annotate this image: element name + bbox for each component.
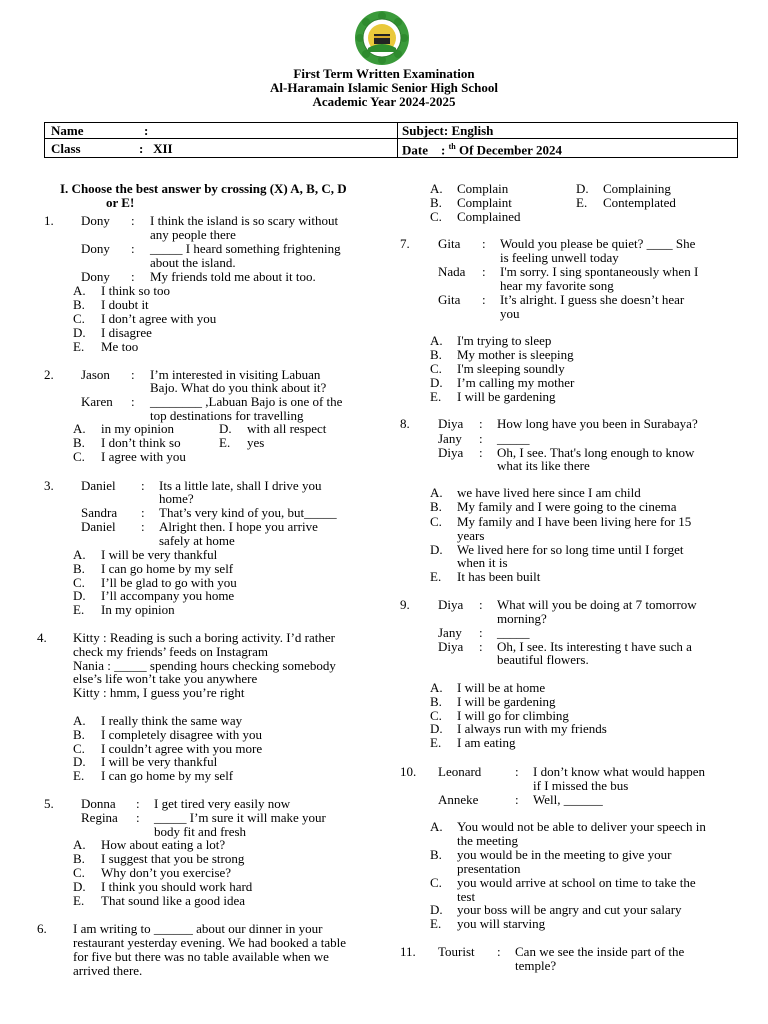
option-letter[interactable]: B. [430, 195, 442, 210]
dialogue-line: I get tired very easily now [154, 796, 291, 811]
option-text[interactable]: you would arrive at school on time to take the [457, 875, 696, 890]
dialogue-line: I think the island is so scary without [150, 213, 339, 228]
option-letter[interactable]: D. [430, 375, 443, 390]
option-letter[interactable]: C. [73, 311, 85, 326]
option-text[interactable]: Contemplated [603, 195, 676, 210]
question-number: 4. [37, 630, 47, 645]
option-letter[interactable]: A. [73, 713, 86, 728]
speaker: Donna [81, 796, 116, 811]
option-letter[interactable]: B. [73, 561, 85, 576]
dialogue-line: My friends told me about it too. [150, 269, 316, 284]
option-text[interactable]: How about eating a lot? [101, 837, 226, 852]
option-text[interactable]: I suggest that you be strong [101, 851, 245, 866]
option-text[interactable]: I always run with my friends [457, 721, 607, 736]
speaker: Jason [81, 367, 110, 382]
colon: : [136, 810, 140, 825]
dialogue-line: ________ ,Labuan Bajo is one of the [150, 394, 343, 409]
colon: : [131, 241, 135, 256]
option-text[interactable]: I completely disagree with you [101, 727, 263, 742]
option-text[interactable]: I’m calling my mother [457, 375, 575, 390]
option-letter[interactable]: A. [430, 819, 443, 834]
colon: : [131, 213, 135, 228]
option-text[interactable]: Me too [101, 339, 139, 354]
speaker: Gita [438, 236, 461, 251]
option-letter[interactable]: D. [73, 879, 86, 894]
option-letter[interactable]: E. [430, 569, 442, 584]
colon: : [479, 597, 483, 612]
option-letter[interactable]: E. [430, 735, 442, 750]
option-letter[interactable]: D. [73, 754, 86, 769]
dialogue-line: I’m interested in visiting Labuan [150, 367, 321, 382]
option-letter[interactable]: E. [73, 893, 85, 908]
option-letter[interactable]: C. [430, 708, 442, 723]
option-letter[interactable]: A. [73, 547, 86, 562]
option-text[interactable]: I doubt it [101, 297, 149, 312]
option-letter[interactable]: B. [73, 297, 85, 312]
colon: : [479, 639, 483, 654]
option-text[interactable]: Complaining [603, 181, 671, 196]
option-text[interactable]: Complaint [457, 195, 512, 210]
option-text[interactable]: I agree with you [101, 449, 186, 464]
question-number: 6. [37, 921, 47, 936]
option-text-cont[interactable]: the meeting [457, 833, 519, 848]
speaker: Daniel [81, 478, 116, 493]
dialogue-line: Kitty : Reading is such a boring activity. I’d rather [73, 630, 335, 645]
option-text[interactable]: I am eating [457, 735, 516, 750]
speaker: Regina [81, 810, 118, 825]
colon: : [515, 792, 519, 807]
option-text[interactable]: I disagree [101, 325, 152, 340]
option-text[interactable]: we have lived here since I am child [457, 485, 641, 500]
dialogue-line: about the island. [150, 255, 236, 270]
question-number: 3. [44, 478, 54, 493]
colon: : [131, 367, 135, 382]
option-text[interactable]: your boss will be angry and cut your salary [457, 902, 682, 917]
option-letter[interactable]: C. [430, 361, 442, 376]
question-number: 5. [44, 796, 54, 811]
colon: : [482, 264, 486, 279]
dialogue-line: How long have you been in Surabaya? [497, 416, 698, 431]
option-text[interactable]: I will be gardening [457, 389, 556, 404]
school-name: Al-Haramain Islamic Senior High School [270, 80, 498, 95]
option-text[interactable]: I'm trying to sleep [457, 333, 552, 348]
dialogue-line: hear my favorite song [500, 278, 614, 293]
speaker: Sandra [81, 505, 118, 520]
option-letter[interactable]: A. [430, 181, 443, 196]
speaker: Anneke [438, 792, 479, 807]
option-text-cont[interactable]: test [457, 889, 476, 904]
dialogue-line: That’s very kind of you, but_____ [159, 505, 337, 520]
colon: : [141, 519, 145, 534]
option-letter[interactable]: A. [430, 485, 443, 500]
colon: : [141, 505, 145, 520]
speaker: Diya [438, 639, 464, 654]
option-text[interactable]: I think so too [101, 283, 170, 298]
option-letter[interactable]: D. [430, 542, 443, 557]
speaker: Dony [81, 269, 110, 284]
date-colon: : [441, 142, 449, 158]
option-letter[interactable]: E. [73, 768, 85, 783]
date-sup: th [448, 142, 456, 151]
question-text: restaurant yesterday evening. We had booked a table [73, 935, 347, 950]
question-number: 7. [400, 236, 410, 251]
option-text[interactable]: We lived here for so long time until I forget [457, 542, 684, 557]
option-letter[interactable]: E. [73, 339, 85, 354]
name-label: Name [51, 123, 84, 138]
option-text-cont[interactable]: years [457, 528, 485, 543]
option-text[interactable]: I will be very thankful [101, 754, 218, 769]
option-text[interactable]: I’ll be glad to go with you [101, 575, 237, 590]
option-text[interactable]: I will be at home [457, 680, 546, 695]
dialogue-line: Oh, I see. That's long enough to know [497, 445, 695, 460]
section-heading: I. Choose the best answer by crossing (X) A, B, C, D [60, 181, 347, 196]
option-letter[interactable]: A. [430, 680, 443, 695]
option-letter[interactable]: B. [430, 499, 442, 514]
option-letter[interactable]: E. [430, 389, 442, 404]
option-text[interactable]: My mother is sleeping [457, 347, 574, 362]
option-letter[interactable]: D. [430, 721, 443, 736]
colon: : [497, 944, 501, 959]
school-logo [354, 10, 410, 66]
speaker: Jany [438, 625, 462, 640]
speaker: Jany [438, 431, 462, 446]
option-letter[interactable]: D. [219, 421, 232, 436]
colon: : [482, 292, 486, 307]
dialogue-line: What will you be doing at 7 tomorrow [497, 597, 697, 612]
speaker: Leonard [438, 764, 482, 779]
class-cell [45, 139, 398, 158]
dialogue-line: beautiful flowers. [497, 652, 589, 667]
option-text[interactable]: I can go home by my self [101, 561, 234, 576]
option-letter[interactable]: C. [430, 875, 442, 890]
option-text[interactable]: I don’t agree with you [101, 311, 217, 326]
option-letter[interactable]: A. [430, 333, 443, 348]
dialogue-line: Bajo. What do you think about it? [150, 380, 327, 395]
subject-label: Subject: English [402, 123, 494, 138]
student-info-table [44, 122, 738, 158]
speaker: Diya [438, 416, 464, 431]
dialogue-line: Would you please be quiet? ____ She [500, 236, 696, 251]
colon: : [131, 269, 135, 284]
speaker: Diya [438, 597, 464, 612]
speaker: Dony [81, 213, 110, 228]
speaker: Daniel [81, 519, 116, 534]
option-letter[interactable]: C. [73, 449, 85, 464]
name-cell[interactable] [45, 123, 398, 139]
option-letter[interactable]: D. [576, 181, 589, 196]
dialogue-line: _____ I’m sure it will make your [154, 810, 326, 825]
option-letter[interactable]: C. [73, 865, 85, 880]
dialogue-line: Its a little late, shall I drive you [159, 478, 322, 493]
dialogue-line: morning? [497, 611, 547, 626]
colon: : [131, 394, 135, 409]
dialogue-line: _____ I heard something frightening [150, 241, 341, 256]
colon: : [141, 478, 145, 493]
question-number: 11. [400, 944, 416, 959]
date-cell[interactable] [398, 139, 738, 158]
speaker: Karen [81, 394, 113, 409]
option-letter[interactable]: E. [576, 195, 588, 210]
class-value: : XII [139, 140, 173, 156]
option-letter[interactable]: C. [73, 741, 85, 756]
dialogue-line: temple? [515, 958, 557, 973]
option-letter[interactable]: E. [73, 602, 85, 617]
option-text[interactable]: I'm sleeping soundly [457, 361, 565, 376]
section-heading-2: or E! [106, 195, 135, 210]
option-letter[interactable]: B. [430, 347, 442, 362]
option-text[interactable]: You would not be able to deliver your speech in [457, 819, 706, 834]
speaker: Tourist [438, 944, 475, 959]
dialogue-line: Kitty : hmm, I guess you’re right [73, 685, 245, 700]
option-letter[interactable]: A. [73, 837, 86, 852]
class-label: Class [51, 140, 81, 156]
dialogue-line: Alright then. I hope you arrive [159, 519, 318, 534]
dialogue-line: if I missed the bus [533, 778, 629, 793]
speaker: Nada [438, 264, 466, 279]
dialogue-line: any people there [150, 227, 236, 242]
option-letter[interactable]: B. [73, 727, 85, 742]
option-letter[interactable]: B. [430, 694, 442, 709]
colon: : [479, 625, 483, 640]
dialogue-line: home? [159, 491, 194, 506]
colon: : [136, 796, 140, 811]
dialogue-line: what its like there [497, 458, 590, 473]
question-text: I am writing to ______ about our dinner in your [73, 921, 323, 936]
question-number: 10. [400, 764, 417, 779]
option-text[interactable]: I don’t think so [101, 435, 181, 450]
speaker: Dony [81, 241, 110, 256]
date-rest: Of December 2024 [455, 142, 562, 158]
speaker: Gita [438, 292, 461, 307]
dialogue-line: top destinations for travelling [150, 408, 304, 423]
dialogue-line: Well, ______ [533, 792, 603, 807]
question-number: 8. [400, 416, 410, 431]
colon: : [479, 445, 483, 460]
option-text-cont[interactable]: when it is [457, 555, 508, 570]
option-text[interactable]: I couldn’t agree with you more [101, 741, 263, 756]
question-text: for five but there was no table available when we [73, 949, 329, 964]
dialogue-line: Oh, I see. Its interesting t have such a [497, 639, 692, 654]
option-text[interactable]: I’ll accompany you home [101, 588, 235, 603]
option-text[interactable]: I can go home by my self [101, 768, 234, 783]
option-text[interactable]: I will go for climbing [457, 708, 569, 723]
option-letter[interactable]: C. [430, 514, 442, 529]
question-number: 2. [44, 367, 54, 382]
option-text[interactable]: I will be gardening [457, 694, 556, 709]
academic-year: Academic Year 2024-2025 [312, 94, 456, 109]
option-text[interactable]: I think you should work hard [101, 879, 253, 894]
option-letter[interactable]: D. [430, 902, 443, 917]
dialogue-line: I don’t know what would happen [533, 764, 705, 779]
option-text[interactable]: My family and I have been living here for 15 [457, 514, 692, 529]
option-letter[interactable]: D. [73, 588, 86, 603]
option-text[interactable]: with all respect [247, 421, 327, 436]
option-letter[interactable]: B. [73, 435, 85, 450]
question-number: 9. [400, 597, 410, 612]
dialogue-line: Can we see the inside part of the [515, 944, 685, 959]
dialogue-line: else’s life won’t take you anywhere [73, 671, 258, 686]
option-text[interactable]: It has been built [457, 569, 541, 584]
option-text[interactable]: My family and I were going to the cinema [457, 499, 677, 514]
option-letter[interactable]: A. [73, 421, 86, 436]
name-colon: : [144, 123, 149, 138]
dialogue-line: you [500, 306, 520, 321]
dialogue-line: body fit and fresh [154, 824, 247, 839]
option-letter[interactable]: B. [73, 851, 85, 866]
exam-title: First Term Written Examination [293, 66, 475, 81]
option-text[interactable]: in my opinion [101, 421, 174, 436]
colon: : [479, 416, 483, 431]
option-letter[interactable]: D. [73, 325, 86, 340]
dialogue-line: is feeling unwell today [500, 250, 619, 265]
option-letter[interactable]: E. [219, 435, 231, 450]
option-letter[interactable]: C. [73, 575, 85, 590]
option-text[interactable]: Complain [457, 181, 509, 196]
colon: : [482, 236, 486, 251]
option-letter[interactable]: A. [73, 283, 86, 298]
dialogue-line: I'm sorry. I sing spontaneously when I [500, 264, 699, 279]
dialogue-line: _____ [497, 431, 530, 446]
dialogue-line: It’s alright. I guess she doesn’t hear [500, 292, 685, 307]
option-text-cont[interactable]: presentation [457, 861, 521, 876]
option-text[interactable]: you will starving [457, 916, 546, 931]
question-text: arrived there. [73, 963, 143, 978]
date-label: Date [402, 142, 428, 158]
speaker: Diya [438, 445, 464, 460]
option-text[interactable]: I really think the same way [101, 713, 243, 728]
dialogue-line: check my friends’ feeds on Instagram [73, 644, 269, 659]
option-letter[interactable]: E. [430, 916, 442, 931]
option-text[interactable]: Why don’t you exercise? [101, 865, 232, 880]
colon: : [515, 764, 519, 779]
option-text[interactable]: you would be in the meeting to give your [457, 847, 672, 862]
option-text[interactable]: In my opinion [101, 602, 175, 617]
dialogue-line: safely at home [159, 533, 235, 548]
option-letter[interactable]: B. [430, 847, 442, 862]
subject-cell [398, 123, 738, 139]
option-text[interactable]: yes [247, 435, 265, 450]
option-text[interactable]: Complained [457, 209, 521, 224]
dialogue-line: _____ [497, 625, 530, 640]
option-letter[interactable]: C. [430, 209, 442, 224]
colon: : [479, 431, 483, 446]
question-number: 1. [44, 213, 54, 228]
option-text[interactable]: That sound like a good idea [101, 893, 246, 908]
dialogue-line: Nania : _____ spending hours checking somebody [73, 658, 336, 673]
option-text[interactable]: I will be very thankful [101, 547, 218, 562]
